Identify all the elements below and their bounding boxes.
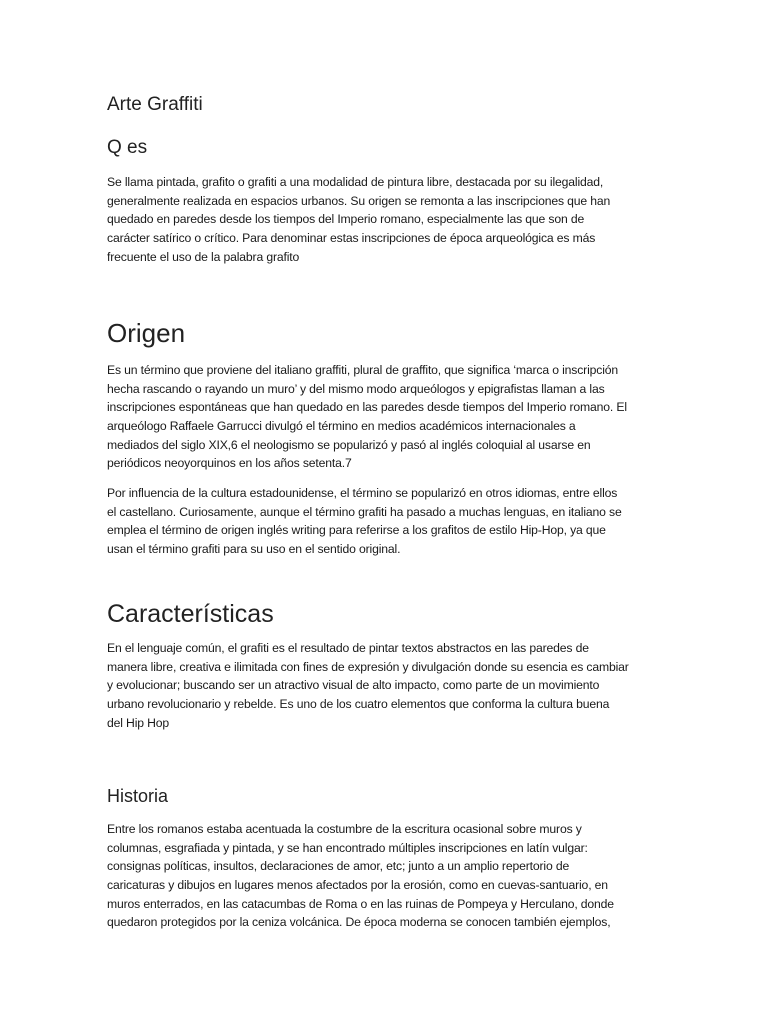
text-line: emplea el término de origen inglés writing para referirse a los grafitos de estilo Hip-Hop, ya que bbox=[107, 523, 606, 538]
text-line: y evolucionar; buscando ser un atractivo visual de alto impacto, como parte de un movimiento bbox=[107, 678, 600, 693]
heading-origen: Origen bbox=[107, 318, 186, 348]
text-line: el castellano. Curiosamente, aunque el término grafiti ha pasado a muchas lenguas, en italiano se bbox=[107, 504, 622, 519]
text-line: quedado en paredes desde los tiempos del Imperio romano, especialmente las que son de bbox=[107, 212, 585, 227]
origen-paragraph-2 bbox=[107, 484, 663, 559]
heading-caracteristicas: Características bbox=[107, 600, 274, 628]
text-line: generalmente realizada en espacios urbanos. Su origen se remonta a las inscripciones que han bbox=[107, 193, 611, 208]
heading-historia: Historia bbox=[107, 786, 169, 806]
text-line: manera libre, creativa e ilimitada con fines de expresión y divulgación donde su esencia es cambiar bbox=[107, 659, 629, 674]
document-title: Arte Graffiti bbox=[107, 94, 203, 115]
text-line: consignas políticas, insultos, declaraciones de amor, etc; junto a un amplio repertorio de bbox=[107, 859, 570, 874]
text-line: quedaron protegidos por la ceniza volcánica. De época moderna se conocen también ejemplos, bbox=[107, 915, 611, 930]
text-line: Por influencia de la cultura estadounidense, el término se popularizó en otros idiomas, entre ellos bbox=[107, 486, 618, 500]
text-line: hecha rascando o rayando un muro’ y del mismo modo arqueólogos y epigrafistas llaman a las bbox=[107, 381, 605, 396]
text-line: usan el término grafiti para su uso en el sentido original. bbox=[107, 542, 401, 557]
section-subtitle-q-es: Q es bbox=[107, 137, 148, 158]
text-line: muros enterrados, en las catacumbas de Roma o en las ruinas de Pompeya y Herculano, donde bbox=[107, 896, 614, 911]
text-line: del Hip Hop bbox=[107, 715, 170, 730]
text-line: columnas, esgrafiada y pintada, y se han encontrado múltiples inscripciones en latín vulgar: bbox=[107, 840, 588, 855]
caracteristicas-paragraph bbox=[107, 639, 663, 732]
text-line: frecuente el uso de la palabra grafito bbox=[107, 249, 300, 264]
text-line: Es un término que proviene del italiano graffiti, plural de graffito, que significa ‘marca o inscripción bbox=[107, 363, 619, 377]
text-line: En el lenguaje común, el grafiti es el resultado de pintar textos abstractos en las paredes de bbox=[107, 641, 589, 655]
text-line: urbano revolucionario y rebelde. Es uno de los cuatro elementos que conforma la cultura buena bbox=[107, 697, 610, 712]
intro-paragraph bbox=[107, 173, 663, 266]
text-line: arqueólogo Raffaele Garrucci divulgó el término en medios académicos internacionales a bbox=[107, 419, 576, 434]
text-line: mediados del siglo XIX,6 el neologismo se popularizó y pasó al inglés coloquial al usarse en bbox=[107, 437, 591, 452]
text-line: Entre los romanos estaba acentuada la costumbre de la escritura ocasional sobre muros y bbox=[107, 822, 582, 836]
historia-paragraph bbox=[107, 820, 663, 932]
text-line: periódicos neoyorquinos en los años setenta.7 bbox=[107, 456, 352, 471]
text-line: inscripciones espontáneas que han quedado en las paredes desde tiempos del Imperio romano. El bbox=[107, 400, 627, 415]
text-line: caricaturas y dibujos en lugares menos afectados por la erosión, como en cuevas-santuario, en bbox=[107, 878, 608, 893]
text-line: carácter satírico o crítico. Para denominar estas inscripciones de época arqueológica es más bbox=[107, 231, 596, 246]
text-line: Se llama pintada, grafito o grafiti a una modalidad de pintura libre, destacada por su ilegalidad, bbox=[107, 175, 604, 189]
origen-paragraph-1 bbox=[107, 361, 663, 473]
